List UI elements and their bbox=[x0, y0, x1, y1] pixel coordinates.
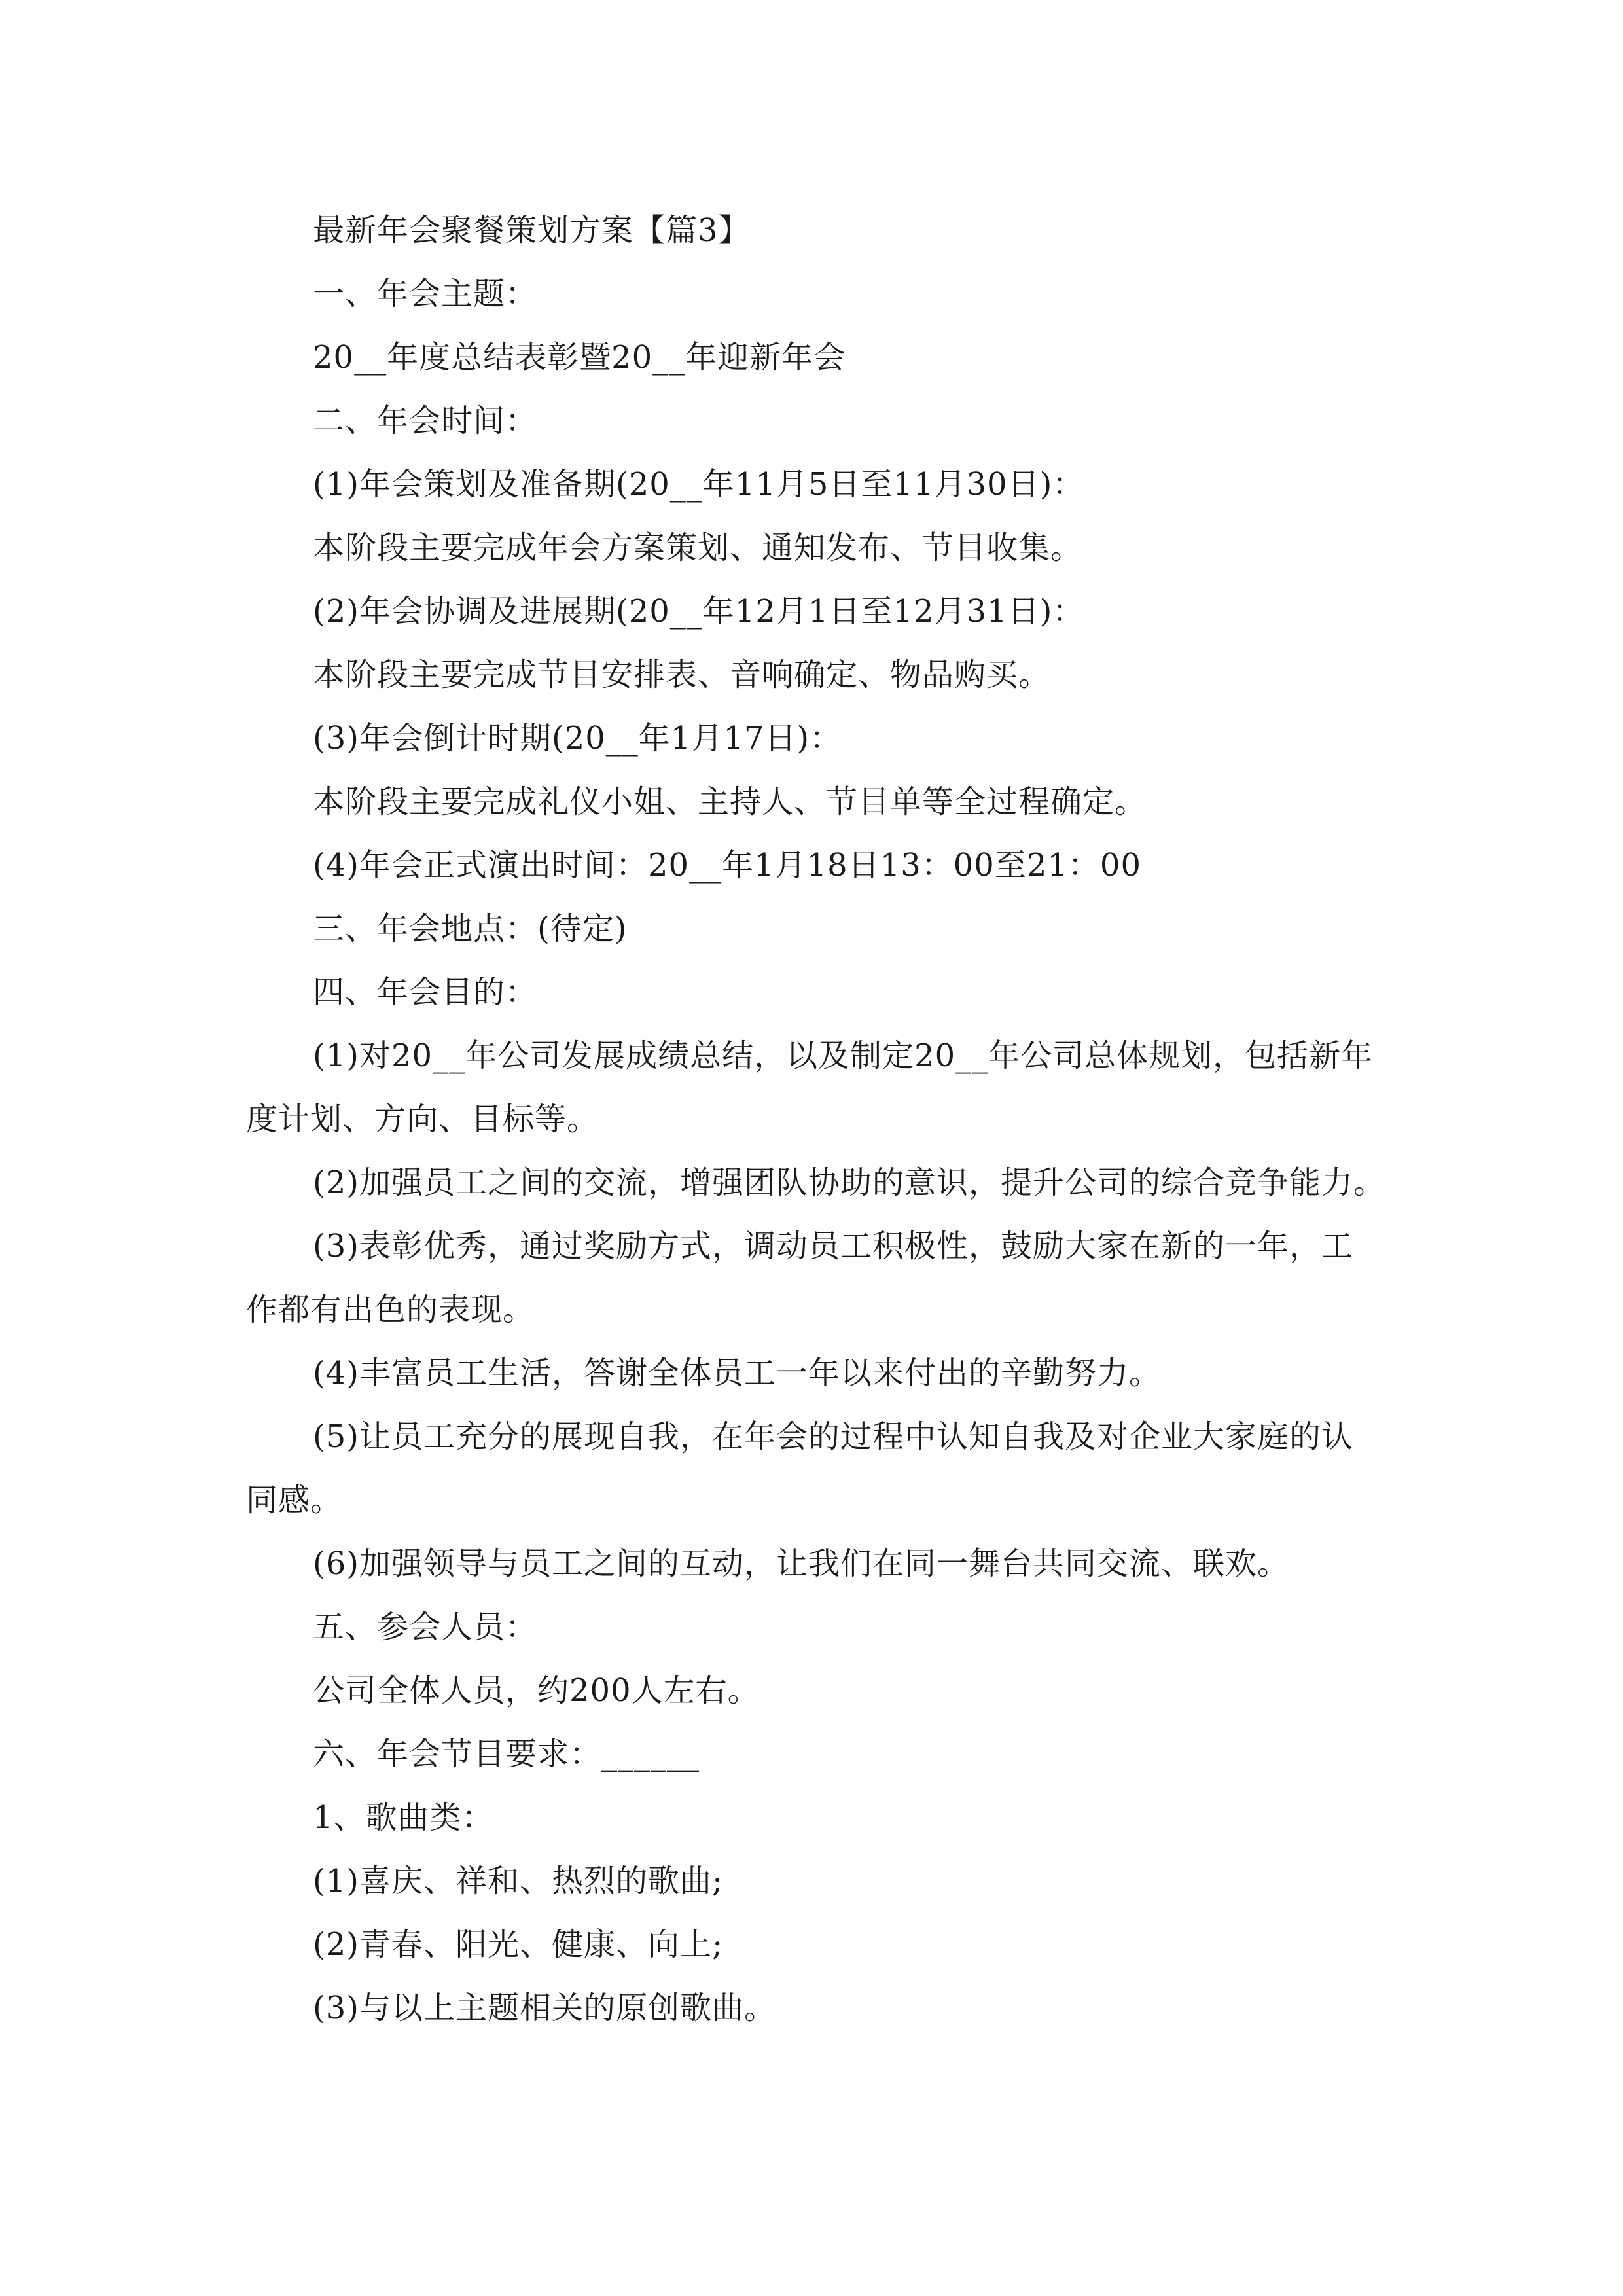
document-title: 最新年会聚餐策划方案【篇3】 bbox=[313, 212, 751, 249]
paragraph-line: 作都有出色的表现。 bbox=[246, 1291, 535, 1328]
paragraph-line: 本阶段主要完成节目安排表、音响确定、物品购买。 bbox=[313, 656, 1051, 693]
paragraph-line: 20__年度总结表彰暨20__年迎新年会 bbox=[313, 339, 846, 376]
paragraph-line: (5)让员工充分的展现自我，在年会的过程中认知自我及对企业大家庭的认 bbox=[313, 1418, 1353, 1455]
paragraph-line: (2)年会协调及进展期(20__年12月1日至12月31日)： bbox=[313, 593, 1085, 630]
paragraph-line: 度计划、方向、目标等。 bbox=[246, 1101, 599, 1138]
section-heading-theme: 一、年会主题： bbox=[313, 276, 538, 312]
section-heading-purpose: 四、年会目的： bbox=[313, 974, 538, 1011]
paragraph-line: 公司全体人员，约200人左右。 bbox=[313, 1672, 760, 1709]
section-heading-venue: 三、年会地点：(待定) bbox=[313, 910, 628, 947]
section-heading-program: 六、年会节目要求：______ bbox=[313, 1736, 700, 1772]
section-heading-time: 二、年会时间： bbox=[313, 403, 538, 439]
paragraph-line: (1)年会策划及准备期(20__年11月5日至11月30日)： bbox=[313, 466, 1085, 503]
paragraph-line: 本阶段主要完成年会方案策划、通知发布、节目收集。 bbox=[313, 529, 1083, 566]
subsection-heading-songs: 1、歌曲类： bbox=[313, 1799, 494, 1836]
paragraph-line: (4)年会正式演出时间：20__年1月18日13：00至21：00 bbox=[313, 847, 1142, 884]
paragraph-line: (3)表彰优秀，通过奖励方式，调动员工积极性，鼓励大家在新的一年，工 bbox=[313, 1228, 1353, 1265]
paragraph-line: (3)与以上主题相关的原创歌曲。 bbox=[313, 1990, 776, 2026]
paragraph-line: (6)加强领导与员工之间的互动，让我们在同一舞台共同交流、联欢。 bbox=[313, 1545, 1289, 1582]
paragraph-line: (2)加强员工之间的交流，增强团队协助的意识，提升公司的综合竞争能力。 bbox=[313, 1164, 1385, 1201]
paragraph-line: (4)丰富员工生活，答谢全体员工一年以来付出的辛勤努力。 bbox=[313, 1355, 1161, 1391]
paragraph-line: (2)青春、阳光、健康、向上; bbox=[313, 1926, 724, 1963]
paragraph-line: 同感。 bbox=[246, 1482, 343, 1518]
paragraph-line: (1)对20__年公司发展成绩总结，以及制定20__年公司总体规划，包括新年 bbox=[313, 1037, 1374, 1074]
section-heading-attendees: 五、参会人员： bbox=[313, 1609, 538, 1645]
paragraph-line: (3)年会倒计时期(20__年1月17日)： bbox=[313, 720, 842, 757]
paragraph-line: 本阶段主要完成礼仪小姐、主持人、节目单等全过程确定。 bbox=[313, 783, 1147, 820]
paragraph-line: (1)喜庆、祥和、热烈的歌曲; bbox=[313, 1863, 724, 1899]
